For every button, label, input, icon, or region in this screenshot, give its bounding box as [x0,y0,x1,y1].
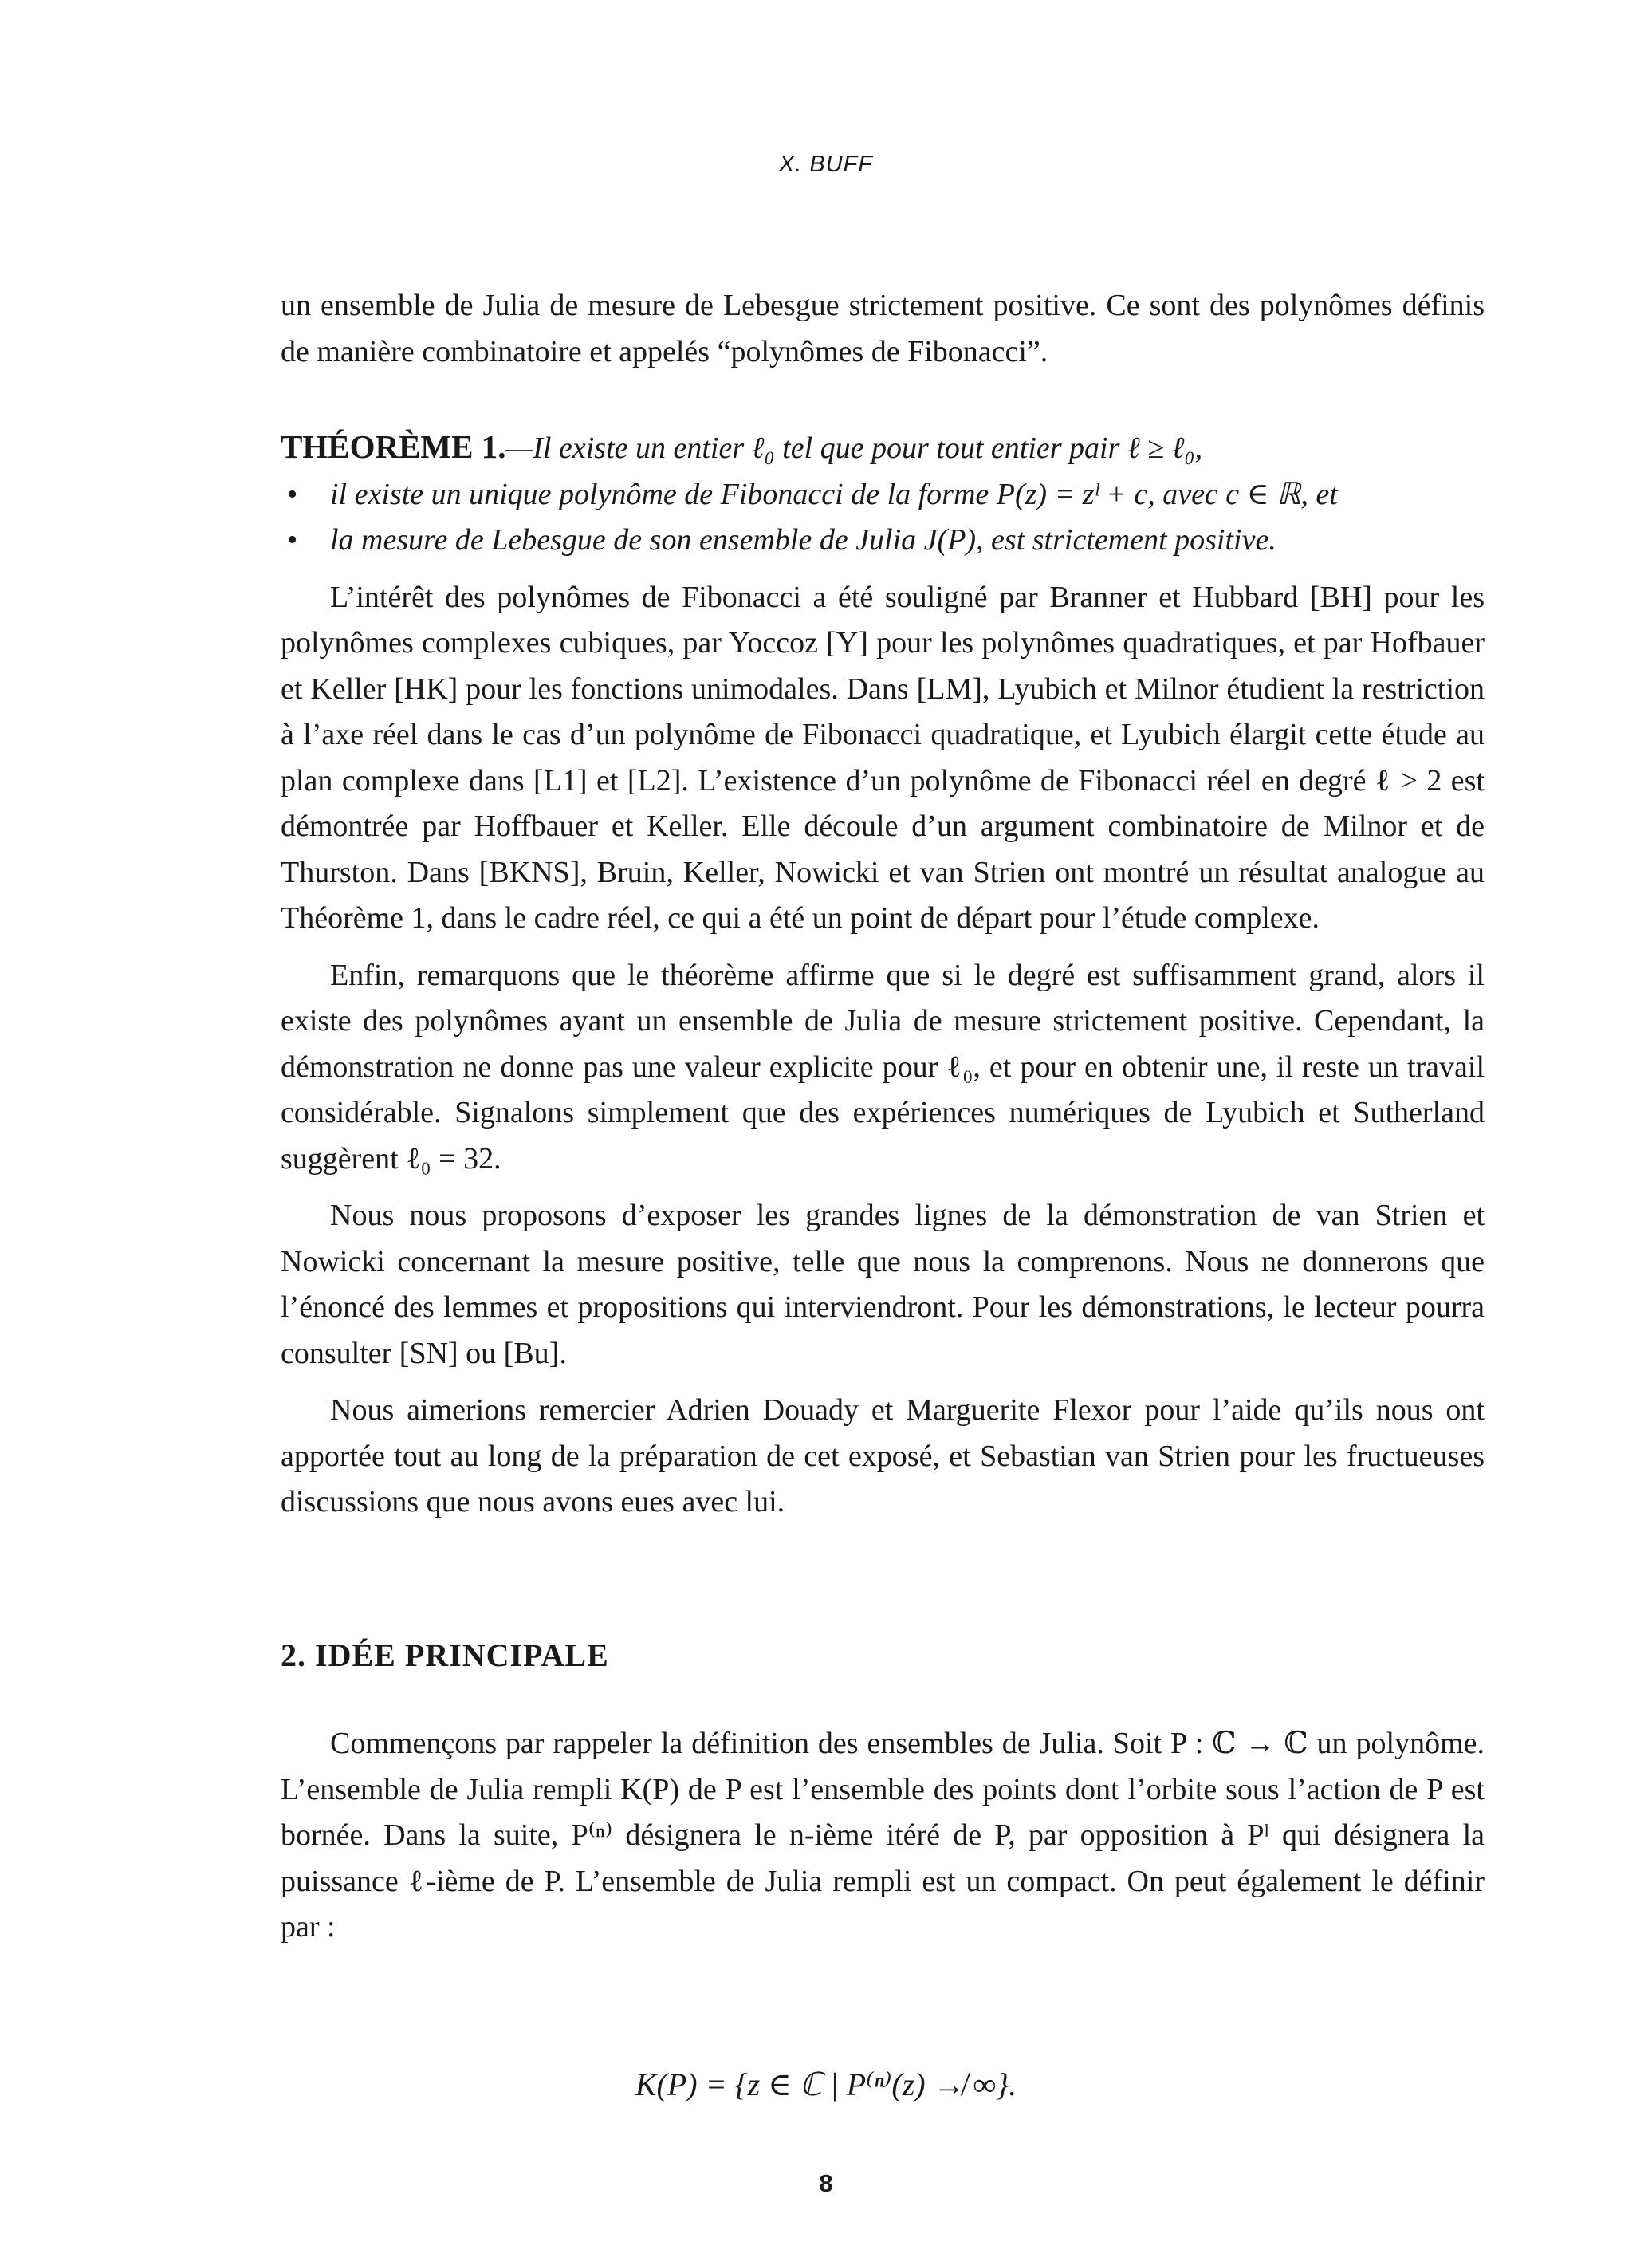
page-number: 8 [819,2169,833,2197]
bullet-icon: • [287,523,298,557]
paragraph-acknowledgements: Nous aimerions remercier Adrien Douady et Marguerite Flexor pour l’aide qu’ils nous ont apportée tout au long de la préparation de cet exposé, et Sebastian van Strien pour les fructueuses discussions que nous avons eues avec lui. [281,1393,1485,1518]
theorem-statement [281,424,1485,472]
paragraph-outline: Nous nous proposons d’exposer les grandes lignes de la démonstration de van Strien et Nowicki concernant la mesure positive, telle que nous la comprenons. Nous ne donnerons que l’énoncé des lemmes et propositions qui interviendront. Pour les démonstrations, le lecteur pourra consulter [SN] ou [Bu]. [281,1199,1485,1370]
theorem-bullet-text: il existe un unique polynôme de Fibonacci de la forme P(z) = zˡ + c, avec c ∈ ℝ, et [330,477,1338,511]
intro-paragraph: un ensemble de Julia de mesure de Lebesgue strictement positive. Ce sont des polynômes définis de manière combinatoire et appelés “polynômes de Fibonacci”. [281,289,1485,368]
body-block-top [281,283,1485,1526]
theorem-bullet [281,518,1485,564]
section-paragraph: Commençons par rappeler la définition des ensembles de Julia. Soit P : ℂ → ℂ un polynôme. L’ensemble de Julia rempli K(P) de P est l’ensemble des points dont l’orbite sous l’action de P est bornée. Dans la suite, P⁽ⁿ⁾ désignera le n-ième itéré de P, par opposition à Pˡ qui désignera la puissance ℓ-ième de P. L’ensemble de Julia rempli est un compact. On peut également le définir par : [281,1727,1485,1944]
paragraph-history: L’intérêt des polynômes de Fibonacci a été souligné par Branner et Hubbard [BH] pour les polynômes complexes cubiques, par Yoccoz [Y] pour les polynômes quadratiques, et par Hofbauer et Keller [HK] pour les fonctions unimodales. Dans [LM], Lyubich et Milnor étudient la restriction à l’axe réel dans le cas d’un polynôme de Fibonacci quadratique, et Lyubich élargit cette étude au plan complexe dans [L1] et [L2]. L’existence d’un polynôme de Fibonacci réel en degré ℓ > 2 est démontrée par Hoffbauer et Keller. Elle découle d’un argument combinatoire de Milnor et de Thurston. Dans [BKNS], Bruin, Keller, Nowicki et van Strien ont montré un résultat analogue au Théorème 1, dans le cadre réel, ce qui a été un point de départ pour l’étude complexe. [281,580,1485,935]
bullet-icon: • [287,477,298,511]
theorem-label: THÉORÈME 1. [281,428,506,465]
theorem-intro: —Il existe un entier ℓ₀ tel que pour tout entier pair ℓ ≥ ℓ₀, [505,431,1203,465]
theorem-bullets [281,472,1485,564]
section-heading: 2. IDÉE PRINCIPALE [281,1637,609,1673]
running-header: X. BUFF [778,152,874,177]
display-formula: K(P) = {z ∈ ℂ | P⁽ⁿ⁾(z) ↛ ∞}. [635,2066,1017,2102]
theorem-bullet [281,472,1485,518]
theorem-bullet-text: la mesure de Lebesgue de son ensemble de Julia J(P), est strictement positive. [330,523,1276,557]
body-block-section [281,1721,1485,1951]
paragraph-remark: Enfin, remarquons que le théorème affirme que si le degré est suffisamment grand, alors il existe des polynômes ayant un ensemble de Julia de mesure strictement positive. Cependant, la démonstration ne donne pas une valeur explicite pour ℓ₀, et pour en obtenir une, il reste un travail considérable. Signalons simplement que des expériences numériques de Lyubich et Sutherland suggèrent ℓ₀ = 32. [281,958,1485,1176]
